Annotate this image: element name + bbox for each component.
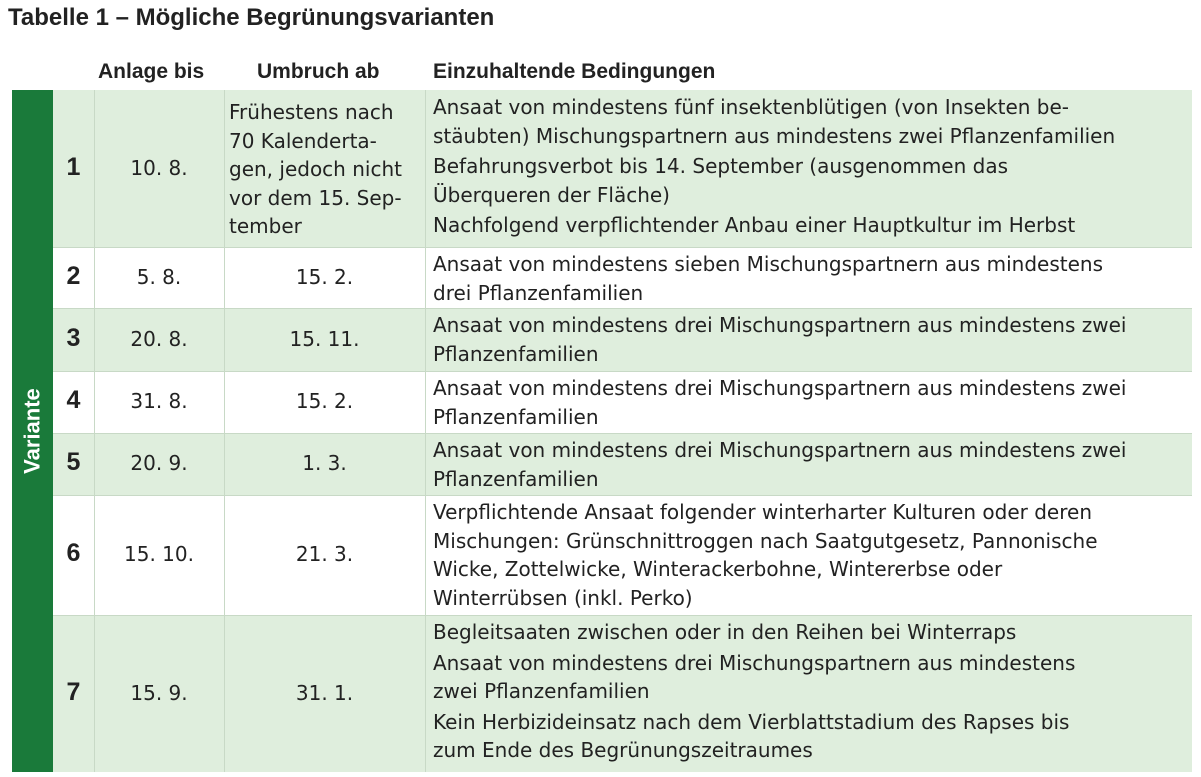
bedingungen-cell [425,433,1192,495]
bedingungen-list [433,250,1188,307]
table-row [53,308,1192,371]
umbruch-ab-line: Frühestens nach [229,100,394,124]
bedingung-line: drei Pflanzenfamilien [433,280,644,305]
column-divider [425,90,426,247]
bedingung-item [433,152,1188,209]
anlage-bis-date: 20. 8. [130,326,188,351]
bedingung-line: Kein Herbizideinsatz nach dem Vierblattstadium des Rapses bis [433,709,1070,734]
bedingung-line: stäubten) Mischungspartnern aus mindestens zwei Pflanzenfamilien [433,123,1116,148]
umbruch-ab-line: vor dem 15. Sep- [229,185,402,210]
column-divider [425,433,426,495]
column-divider [425,495,426,615]
anlage-bis-date: 15. 9. [130,680,188,705]
anlage-bis-cell [94,433,224,495]
column-divider [425,615,426,772]
anlage-bis-date: 31. 8. [130,389,188,413]
bedingung-item [433,708,1188,765]
column-divider [425,308,426,371]
bedingung-item [433,250,1188,307]
variant-number: 5 [66,448,81,476]
anlage-bis-date: 20. 9. [130,451,188,475]
column-divider [224,433,225,495]
anlage-bis-cell [94,90,224,247]
column-divider [94,247,95,308]
bedingung-line: Ansaat von mindestens drei Mischungspartnern aus mindestens zwei [433,438,1127,462]
table-row [53,90,1192,247]
table-row [53,433,1192,495]
bedingung-line: Verpflichtende Ansaat folgender winterharter Kulturen oder deren [433,500,1092,524]
bedingung-line: zum Ende des Begrünungszeitraumes [433,738,813,762]
bedingungen-list [433,93,1188,240]
table-row [53,495,1192,615]
bedingung-item [433,311,1188,368]
bedingung-line: Ansaat von mindestens drei Mischungspartnern aus mindestens zwei [433,313,1127,337]
column-divider [224,247,225,308]
umbruch-ab-cell [224,308,425,371]
umbruch-ab-date: 1. 3. [302,451,347,475]
table-title: Tabelle 1 – Mögliche Begrünungsvarianten [8,4,495,31]
anlage-bis-cell [94,308,224,371]
bedingung-line: Winterrübsen (inkl. Perko) [433,585,693,610]
variant-number-cell [53,615,94,772]
bedingung-line: Pflanzenfamilien [433,466,599,491]
bedingungen-list [433,374,1188,431]
variant-number-cell [53,495,94,615]
variant-number: 3 [66,323,81,352]
bedingung-item [433,211,1188,240]
bedingungen-list [433,311,1188,368]
bedingungen-cell [425,308,1192,371]
anlage-bis-cell [94,495,224,615]
umbruch-ab-line: tember [229,214,302,238]
row-divider [53,371,1192,372]
bedingungen-cell [425,247,1192,308]
bedingung-line: Ansaat von mindestens sieben Mischungspartnern aus mindestens [433,252,1103,276]
variante-side-bar [12,90,53,772]
row-divider [53,308,1192,309]
bedingungen-list [433,618,1188,765]
row-divider [53,433,1192,434]
umbruch-ab-date: 15. 2. [295,264,354,289]
variant-number: 1 [66,152,81,181]
bedingung-item [433,436,1188,493]
row-divider [53,247,1192,248]
umbruch-ab-cell [224,433,425,495]
column-divider [224,495,225,615]
bedingung-item [433,618,1188,647]
umbruch-ab-cell [224,615,425,772]
umbruch-ab-date: 15. 2. [295,389,354,413]
bedingungen-list [433,436,1188,493]
column-divider [94,371,95,433]
variant-number: 6 [66,539,81,567]
header-umbruch-ab: Umbruch ab [257,60,380,83]
variant-number: 7 [66,677,81,706]
anlage-bis-date: 15. 10. [124,542,194,566]
column-divider [224,371,225,433]
bedingung-line: Begleitsaaten zwischen oder in den Reihen bei Winterraps [433,620,1017,644]
variant-number-cell [53,433,94,495]
umbruch-ab-date: 31. 1. [295,680,354,705]
bedingung-line: Pflanzenfamilien [433,341,599,366]
bedingung-line: zwei Pflanzenfamilien [433,679,650,703]
bedingung-item [433,374,1188,431]
bedingungen-list [433,498,1188,612]
anlage-bis-cell [94,615,224,772]
row-divider [53,495,1192,496]
bedingung-line: Mischungen: Grünschnittroggen nach Saatgutgesetz, Pannonische [433,528,1098,553]
bedingung-item [433,498,1188,612]
column-divider [94,615,95,772]
bedingung-item [433,93,1188,150]
umbruch-ab-date: 21. 3. [295,542,354,566]
variant-number-cell [53,90,94,247]
variant-number: 2 [66,261,81,290]
column-divider [224,308,225,371]
bedingung-line: Pflanzenfamilien [433,404,599,429]
anlage-bis-cell [94,247,224,308]
column-divider [224,90,225,247]
anlage-bis-date: 5. 8. [136,264,182,289]
umbruch-ab-cell [224,371,425,433]
column-divider [425,371,426,433]
column-divider [94,90,95,247]
bedingung-item [433,649,1188,706]
bedingung-line: Ansaat von mindestens drei Mischungspartnern aus mindestens [433,650,1076,675]
bedingungen-cell [425,495,1192,615]
bedingungen-cell [425,371,1192,433]
anlage-bis-cell [94,371,224,433]
umbruch-ab-line: 70 Kalenderta- [229,128,377,153]
variant-number-cell [53,371,94,433]
variant-number-cell [53,247,94,308]
column-divider [94,308,95,371]
bedingung-line: Ansaat von mindestens fünf insektenblütigen (von Insekten be- [433,95,1070,119]
umbruch-ab-date: 15. 11. [289,326,360,351]
bedingung-line: Wicke, Zottelwicke, Winterackerbohne, Wintererbse oder [433,557,1003,581]
table-row [53,615,1192,772]
umbruch-ab-cell [224,247,425,308]
column-divider [224,615,225,772]
bedingung-line: Nachfolgend verpflichtender Anbau einer Hauptkultur im Herbst [433,213,1076,237]
variante-label: Variante [19,388,45,474]
bedingung-line: Überqueren der Fläche) [433,182,670,207]
column-divider [94,495,95,615]
bedingung-line: Ansaat von mindestens drei Mischungspartnern aus mindestens zwei [433,376,1127,400]
header-bedingungen: Einzuhaltende Bedingungen [433,60,716,83]
umbruch-ab-cell [224,90,425,247]
variant-number-cell [53,308,94,371]
bedingung-line: Befahrungsverbot bis 14. September (ausgenommen das [433,154,1009,178]
table-row [53,371,1192,433]
anlage-bis-date: 10. 8. [130,155,188,180]
row-divider [53,615,1192,616]
umbruch-ab-cell [224,495,425,615]
column-divider [425,247,426,308]
bedingungen-cell [425,615,1192,772]
variant-number: 4 [66,386,81,414]
bedingungen-cell [425,90,1192,247]
header-anlage-bis: Anlage bis [98,60,205,83]
table-row [53,247,1192,308]
column-divider [94,433,95,495]
umbruch-ab-text [229,98,402,241]
umbruch-ab-line: gen, jedoch nicht [229,157,402,181]
